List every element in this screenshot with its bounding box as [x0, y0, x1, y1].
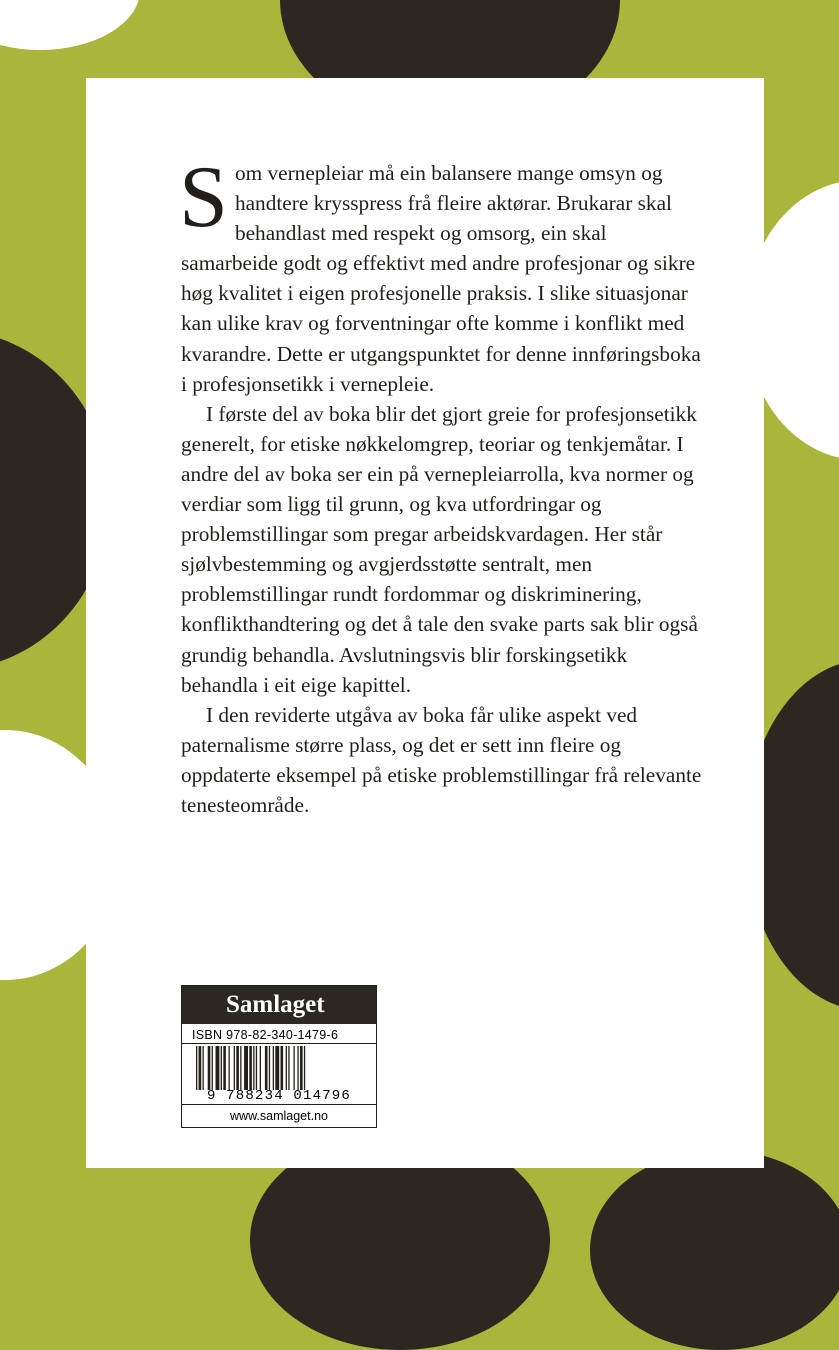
barcode-bars: [182, 1046, 376, 1092]
barcode-bar: [223, 1046, 226, 1090]
barcode-bar: [275, 1046, 279, 1090]
barcode-bar: [269, 1046, 270, 1090]
ean-digits: 9 788234 014796: [206, 1088, 352, 1104]
drop-cap: S: [179, 149, 228, 246]
barcode-bar: [199, 1046, 202, 1090]
barcode-bar: [236, 1046, 239, 1090]
back-cover-panel: [86, 78, 764, 1168]
paragraph-2: I første del av boka blir det gjort greie for profesjonsetikk generelt, for etiske nøkkelomgrep, teoriar og tenkjemåtar. I andre del av boka ser ein på vernepleiarrolla, kva normer og verdiar som ligg til grunn, og kva utfordringar og problemstillingar som pregar arbeidskvardagen. Her står sjølvbestemming og avgjerdsstøtte sentralt, men problemstillingar rundt fordommar og diskriminering, konflikthandtering og det å tale den svake parts sak blir også grundig behandla. Avslutningsvis blir forskingsetikk behandla i eit eige kapittel.: [181, 401, 698, 697]
barcode-bar: [288, 1046, 289, 1090]
barcode: [182, 1044, 376, 1104]
barcode-bar: [281, 1046, 284, 1090]
barcode-bar: [208, 1046, 211, 1090]
barcode-bar: [286, 1046, 287, 1090]
white-brush-blob-top-left: [0, 0, 140, 50]
barcode-bar: [256, 1046, 257, 1090]
publisher-logo: Samlaget: [182, 986, 376, 1024]
barcode-bar: [297, 1046, 298, 1090]
barcode-block: [181, 985, 377, 1128]
paragraph-1-text: om vernepleiar må ein balansere mange omsyn og handtere krysspress frå fleire aktørar. Brukarar skal behandlast med respekt og omsorg, ein skal samarbeide godt og effektivt med andre profesjonar og sikre høg kvalitet i eigen profesjonelle praksis. I slike situasjonar kan ulike krav og forventningar ofte komme i konflikt med kvarandre. Dette er utgangspunktet for denne innføringsboka i profesjonsetikk i vernepleie.: [181, 161, 701, 396]
barcode-bar: [249, 1046, 252, 1090]
barcode-bar: [196, 1046, 197, 1090]
barcode-bar: [240, 1046, 241, 1090]
dark-brush-blob-bottom-right: [590, 1150, 839, 1350]
barcode-bar: [212, 1046, 213, 1090]
barcode-bar: [304, 1046, 305, 1090]
publisher-website[interactable]: www.samlaget.no: [182, 1104, 376, 1127]
paragraph-1: [179, 149, 706, 399]
barcode-bar: [265, 1046, 268, 1090]
barcode-bar: [216, 1046, 220, 1090]
isbn-label: ISBN 978-82-340-1479-6: [182, 1024, 376, 1044]
barcode-bar: [234, 1046, 235, 1090]
barcode-bar: [253, 1046, 254, 1090]
paragraph-3: I den reviderte utgåva av boka får ulike aspekt ved paternalisme større plass, og det er sett inn fleire og oppdaterte eksempel på etiske problemstillingar frå relevante tenesteområde.: [181, 702, 702, 817]
barcode-bar: [244, 1046, 248, 1090]
barcode-bar: [273, 1046, 274, 1090]
barcode-bar: [229, 1046, 230, 1090]
barcode-bar: [260, 1046, 261, 1090]
barcode-bar: [294, 1046, 295, 1090]
barcode-bar: [300, 1046, 303, 1090]
blurb-text: [179, 149, 706, 820]
barcode-bar: [203, 1046, 204, 1090]
barcode-bar: [221, 1046, 222, 1090]
